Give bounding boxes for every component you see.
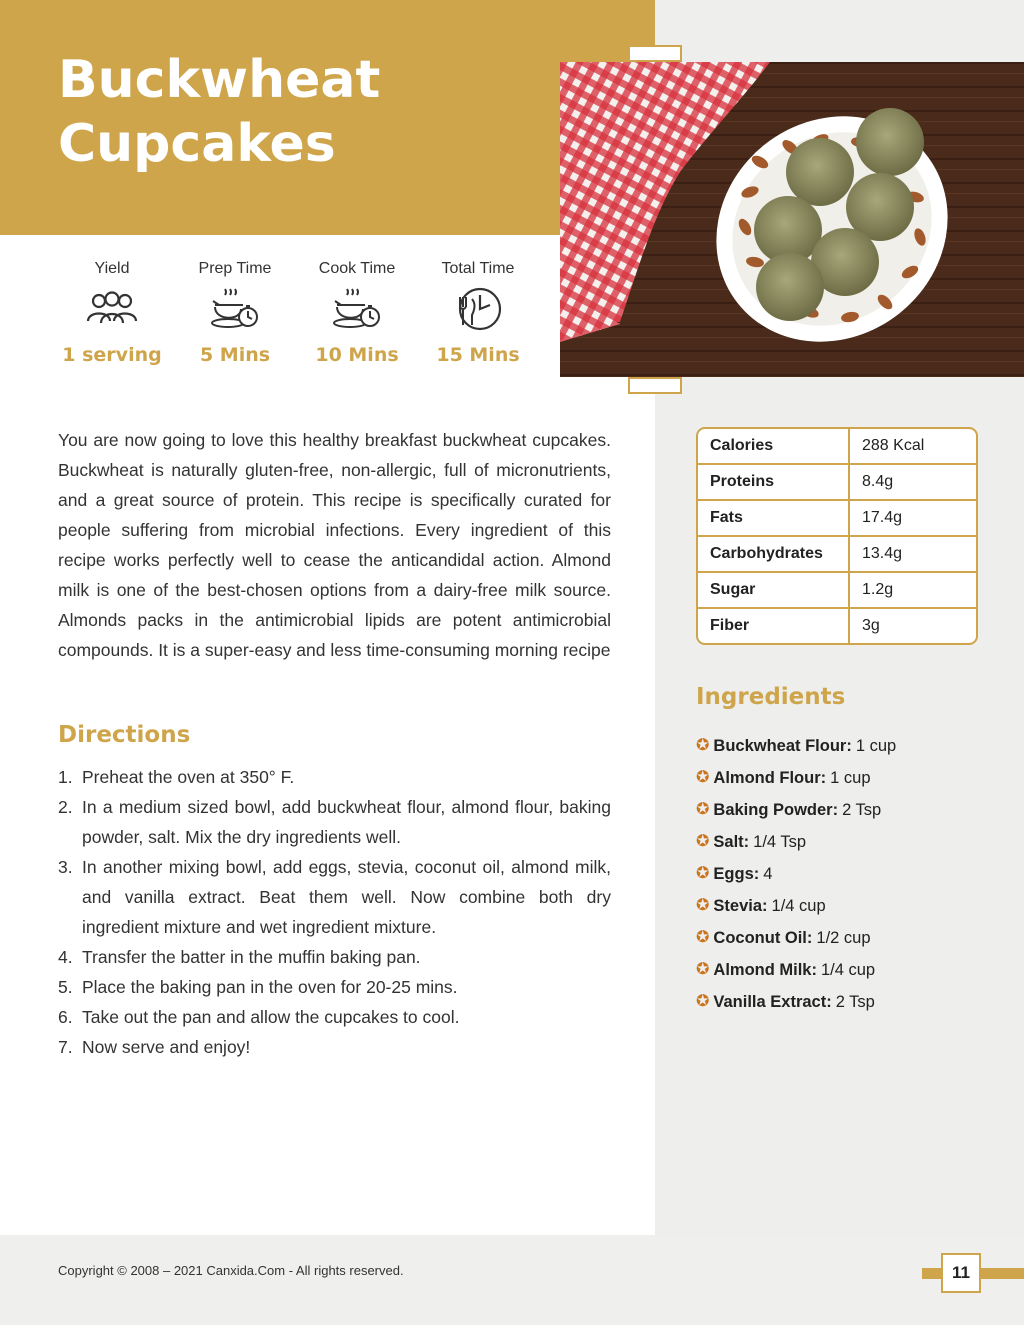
nutrition-row: Sugar 1.2g [698, 572, 976, 608]
ingredient-item: ✪ Buckwheat Flour: 1 cup [696, 730, 896, 762]
recipe-title [58, 48, 380, 176]
direction-step: 7. Now serve and enjoy! [58, 1037, 251, 1057]
people-icon [52, 284, 172, 334]
directions-heading: Directions [58, 722, 191, 748]
clock-cutlery-icon [418, 284, 538, 334]
stat-label: Prep Time [198, 260, 272, 277]
star-icon: ✪ [696, 865, 710, 882]
star-icon: ✪ [696, 929, 710, 946]
stat-value: 15 Mins [436, 344, 520, 366]
direction-step: 3. In another mixing bowl, add eggs, stevia, coconut oil, almond milk, and vanilla extract. Beat them well. Now combine both dry ingredient mixture and wet ingredient mixture. [58, 857, 611, 937]
stat-prep-time [175, 258, 295, 366]
stat-value: 5 Mins [199, 344, 271, 366]
star-icon: ✪ [696, 897, 710, 914]
nutrition-row: Fiber 3g [698, 608, 976, 643]
stat-label: Cook Time [318, 260, 396, 277]
ingredient-item: ✪ Almond Flour: 1 cup [696, 762, 896, 794]
recipe-intro: You are now going to love this healthy breakfast buckwheat cupcakes. Buckwheat is naturally gluten-free, non-allergic, full of micronutrients, and a great source of protein. This recipe is specifically curated for people suffering from microbial infections. Every ingredient of this recipe works perfectly well to cease the anticandidal action. Almond milk is one of the best-chosen options from a dairy-free milk source. Almonds packs in the antimicrobial lipids are potent antimicrobial compounds. It is a super-easy and less time-consuming morning recipe [58, 430, 611, 660]
stat-value: 10 Mins [315, 344, 399, 366]
direction-step: 5. Place the baking pan in the oven for 20-25 mins. [58, 977, 458, 997]
pan-timer-icon [297, 284, 417, 334]
direction-step: 4. Transfer the batter in the muffin baking pan. [58, 947, 421, 967]
stat-cook-time [297, 258, 417, 366]
ingredient-item: ✪ Stevia: 1/4 cup [696, 890, 896, 922]
photo-frame-tick-bottom [628, 377, 682, 394]
nutrition-row: Proteins 8.4g [698, 464, 976, 500]
directions-list [58, 762, 611, 1062]
star-icon: ✪ [696, 801, 710, 818]
ingredient-item: ✪ Vanilla Extract: 2 Tsp [696, 986, 896, 1018]
ingredient-item: ✪ Baking Powder: 2 Tsp [696, 794, 896, 826]
star-icon: ✪ [696, 769, 710, 786]
recipe-title-line1: Buckwheat [58, 50, 381, 110]
title-block [0, 0, 560, 235]
stat-label: Total Time [441, 260, 515, 277]
page-number: 11 [941, 1253, 981, 1293]
ingredient-item: ✪ Almond Milk: 1/4 cup [696, 954, 896, 986]
stat-value: 1 serving [62, 344, 162, 366]
direction-step: 2. In a medium sized bowl, add buckwheat flour, almond flour, baking powder, salt. Mix the dry ingredients well. [58, 797, 611, 847]
ingredient-item: ✪ Coconut Oil: 1/2 cup [696, 922, 896, 954]
star-icon: ✪ [696, 737, 710, 754]
recipe-photo [560, 62, 1024, 377]
photo-frame-tick-top [628, 45, 682, 62]
stat-label: Yield [94, 260, 130, 277]
nutrition-row: Fats 17.4g [698, 500, 976, 536]
ingredient-item: ✪ Salt: 1/4 Tsp [696, 826, 896, 858]
star-icon: ✪ [696, 833, 710, 850]
nutrition-row: Carbohydrates 13.4g [698, 536, 976, 572]
nutrition-table [696, 427, 978, 645]
direction-step: 1. Preheat the oven at 350° F. [58, 767, 295, 787]
nutrition-row: Calories 288 Kcal [698, 429, 976, 464]
star-icon: ✪ [696, 993, 710, 1010]
ingredient-item: ✪ Eggs: 4 [696, 858, 896, 890]
direction-step: 6. Take out the pan and allow the cupcakes to cool. [58, 1007, 460, 1027]
footer-band [0, 1235, 1024, 1325]
stat-total-time [418, 258, 538, 366]
pan-timer-icon [175, 284, 295, 334]
star-icon: ✪ [696, 961, 710, 978]
ingredients-list [696, 730, 896, 1018]
recipe-title-line2: Cupcakes [58, 114, 336, 174]
ingredients-heading: Ingredients [696, 684, 846, 710]
recipe-photo-image [560, 62, 1024, 377]
stat-yield [52, 258, 172, 366]
recipe-stats [50, 258, 540, 378]
copyright-text: Copyright © 2008 – 2021 Canxida.Com - All rights reserved. [58, 1263, 404, 1278]
